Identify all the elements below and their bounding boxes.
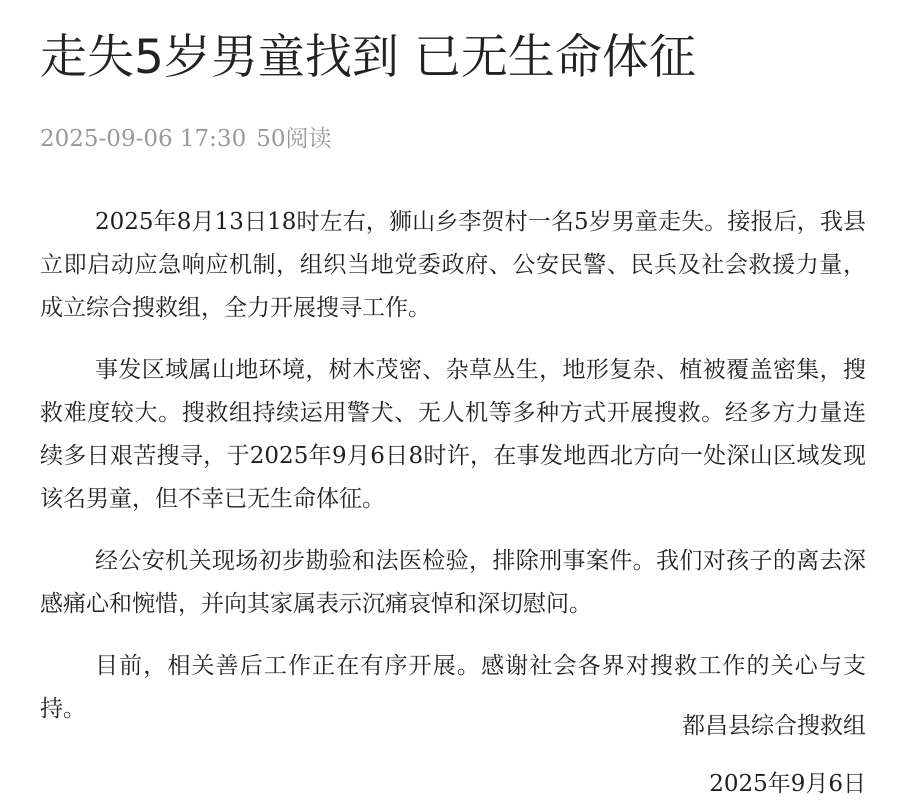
- article-title: 走失5岁男童找到 已无生命体征: [40, 30, 696, 85]
- signature-date: 2025年9月6日: [709, 771, 866, 797]
- article-meta: [40, 121, 331, 157]
- paragraph-1: 2025年8月13日18时左右，狮山乡李贺村一名5岁男童走失。接报后，我县立即启动应急响应机制，组织当地党委政府、公安民警、民兵及社会救援力量，成立综合搜救组，全力开展搜寻工作。: [40, 209, 866, 321]
- article-body: [40, 201, 866, 750]
- publish-datetime: 2025-09-06 17:30: [40, 126, 247, 152]
- signature: 都昌县综合搜救组: [682, 713, 866, 739]
- paragraph-3: 经公安机关现场初步勘验和法医检验，排除刑事案件。我们对孩子的离去深感痛心和惋惜，并向其家属表示沉痛哀悼和深切慰问。: [40, 548, 866, 617]
- paragraph-4: 目前，相关善后工作正在有序开展。感谢社会各界对搜救工作的关心与支持。: [40, 653, 866, 722]
- article: [40, 0, 866, 807]
- read-count: 50阅读: [256, 126, 332, 152]
- paragraph-2: 事发区域属山地环境，树木茂密、杂草丛生，地形复杂、植被覆盖密集，搜救难度较大。搜救组持续运用警犬、无人机等多种方式开展搜救。经多方力量连续多日艰苦搜寻，于2025年9月6日8时许，在事发地西北方向一处深山区域发现该名男童，但不幸已无生命体征。: [40, 357, 866, 512]
